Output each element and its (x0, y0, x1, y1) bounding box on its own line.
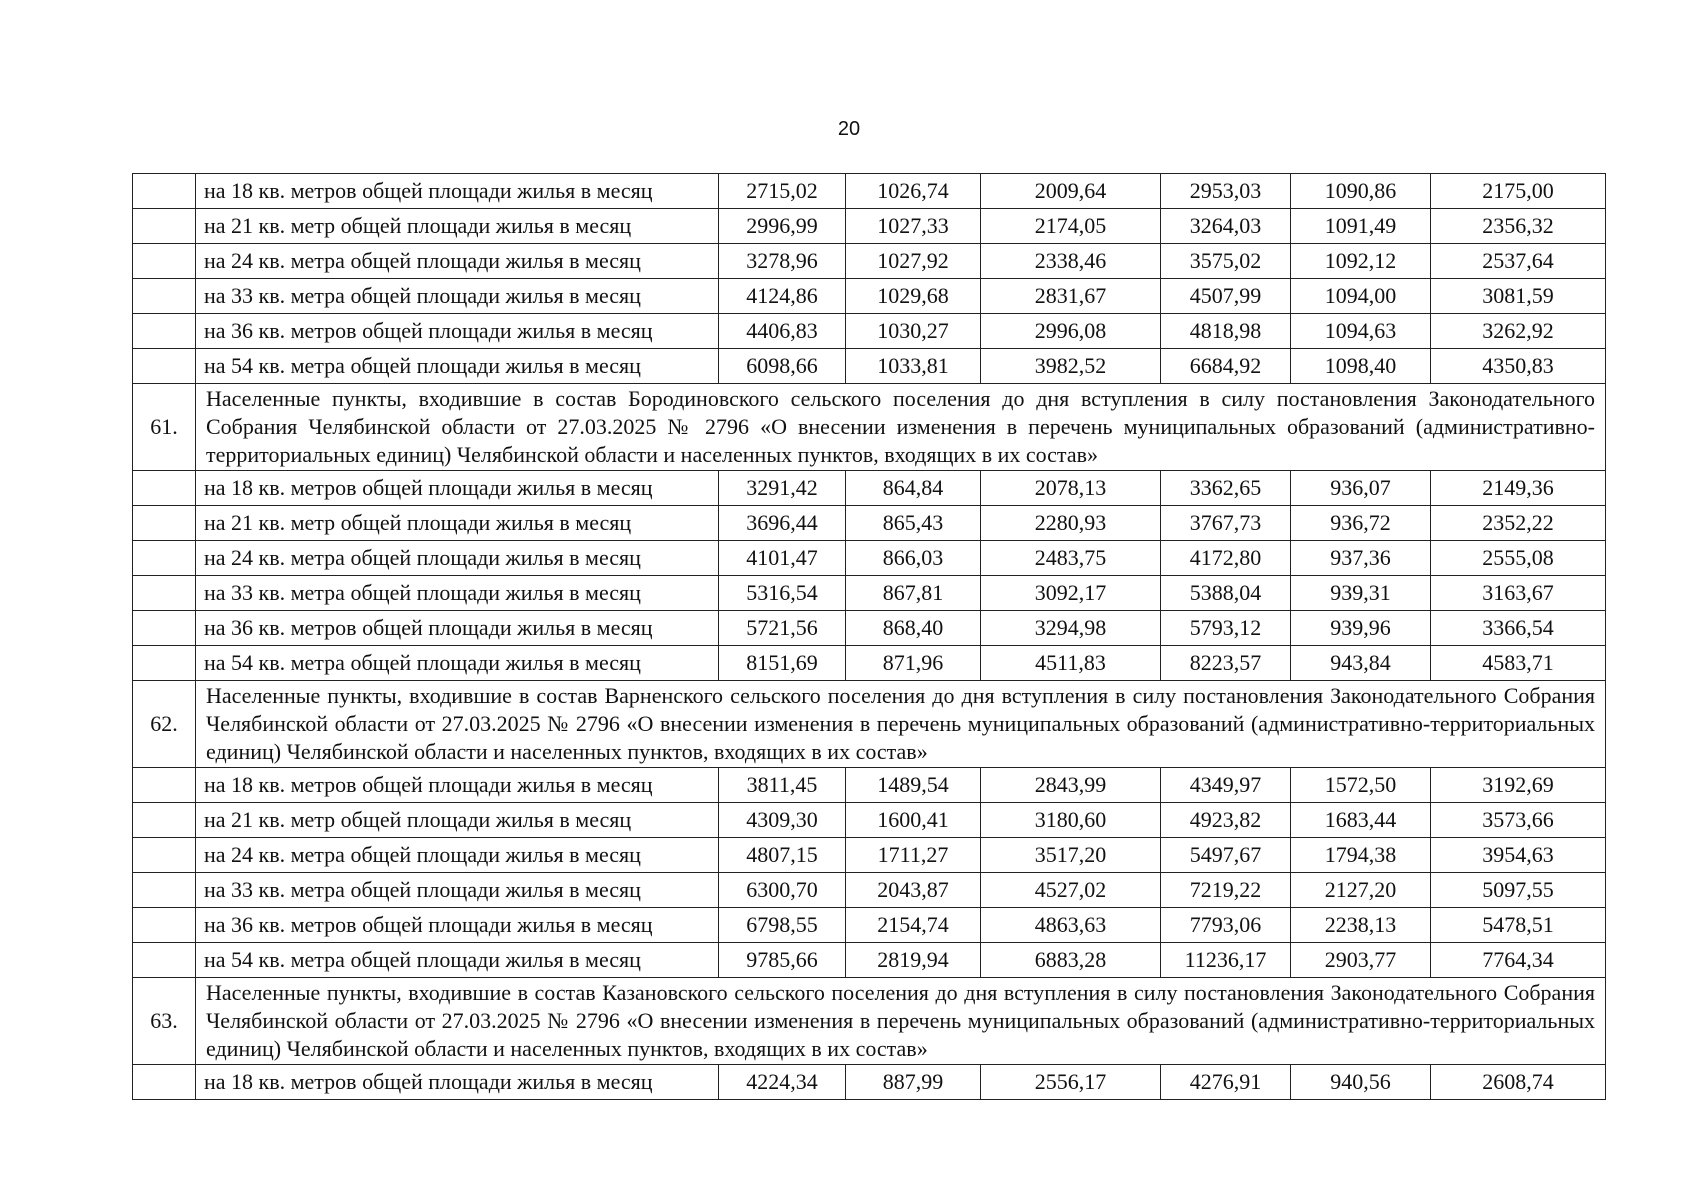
table-row (133, 943, 1606, 978)
row-label: на 36 кв. метров общей площади жилья в месяц (196, 908, 719, 943)
row-number-cell (133, 314, 196, 349)
value-cell: 4172,80 (1161, 541, 1291, 576)
value-cell: 2078,13 (981, 471, 1161, 506)
value-cell: 4507,99 (1161, 279, 1291, 314)
section-header-row (133, 384, 1606, 471)
value-cell: 5497,67 (1161, 838, 1291, 873)
value-cell: 2843,99 (981, 768, 1161, 803)
value-cell: 2338,46 (981, 244, 1161, 279)
value-cell: 943,84 (1291, 646, 1431, 681)
value-cell: 3366,54 (1431, 611, 1606, 646)
value-cell: 2238,13 (1291, 908, 1431, 943)
value-cell: 871,96 (846, 646, 981, 681)
value-cell: 7219,22 (1161, 873, 1291, 908)
row-number-cell (133, 611, 196, 646)
value-cell: 3982,52 (981, 349, 1161, 384)
value-cell: 3262,92 (1431, 314, 1606, 349)
value-cell: 940,56 (1291, 1065, 1431, 1100)
value-cell: 1094,63 (1291, 314, 1431, 349)
value-cell: 4224,34 (719, 1065, 846, 1100)
row-number-cell (133, 873, 196, 908)
value-cell: 1027,33 (846, 209, 981, 244)
row-label: на 36 кв. метров общей площади жилья в месяц (196, 314, 719, 349)
table-row (133, 349, 1606, 384)
table-row (133, 244, 1606, 279)
row-number-cell (133, 279, 196, 314)
row-number-cell (133, 768, 196, 803)
value-cell: 1090,86 (1291, 174, 1431, 209)
value-cell: 4583,71 (1431, 646, 1606, 681)
value-cell: 5316,54 (719, 576, 846, 611)
section-title: Населенные пункты, входившие в состав Бородиновского сельского поселения до дня вступления в силу постановления Законодательного Собрания Челябинской области от 27.03.2025 № 2796 «О внесении изменения в перечень муниципальных образований (административно-территориальных единиц) Челябинской области и населенных пунктов, входящих в их состав» (196, 384, 1606, 471)
value-cell: 3180,60 (981, 803, 1161, 838)
value-cell: 1026,74 (846, 174, 981, 209)
value-cell: 1572,50 (1291, 768, 1431, 803)
section-title: Населенные пункты, входившие в состав Варненского сельского поселения до дня вступления в силу постановления Законодательного Собрания Челябинской области от 27.03.2025 № 2796 «О внесении изменения в перечень муниципальных образований (административно-территориальных единиц) Челябинской области и населенных пунктов, входящих в их состав» (196, 681, 1606, 768)
value-cell: 868,40 (846, 611, 981, 646)
value-cell: 4276,91 (1161, 1065, 1291, 1100)
value-cell: 3278,96 (719, 244, 846, 279)
value-cell: 7764,34 (1431, 943, 1606, 978)
row-number-cell (133, 541, 196, 576)
value-cell: 2127,20 (1291, 873, 1431, 908)
value-cell: 6883,28 (981, 943, 1161, 978)
value-cell: 5097,55 (1431, 873, 1606, 908)
value-cell: 864,84 (846, 471, 981, 506)
row-number-cell (133, 838, 196, 873)
table-row (133, 646, 1606, 681)
row-label: на 21 кв. метр общей площади жилья в месяц (196, 803, 719, 838)
table-row (133, 506, 1606, 541)
value-cell: 867,81 (846, 576, 981, 611)
row-label: на 33 кв. метра общей площади жилья в месяц (196, 873, 719, 908)
value-cell: 2009,64 (981, 174, 1161, 209)
value-cell: 3811,45 (719, 768, 846, 803)
value-cell: 3092,17 (981, 576, 1161, 611)
row-number-cell (133, 174, 196, 209)
row-label: на 18 кв. метров общей площади жилья в месяц (196, 1065, 719, 1100)
section-number: 61. (133, 384, 196, 471)
row-number-cell (133, 803, 196, 838)
value-cell: 5478,51 (1431, 908, 1606, 943)
value-cell: 1092,12 (1291, 244, 1431, 279)
value-cell: 3192,69 (1431, 768, 1606, 803)
value-cell: 4350,83 (1431, 349, 1606, 384)
table-row (133, 611, 1606, 646)
table-row (133, 174, 1606, 209)
value-cell: 1794,38 (1291, 838, 1431, 873)
row-number-cell (133, 943, 196, 978)
value-cell: 2352,22 (1431, 506, 1606, 541)
value-cell: 937,36 (1291, 541, 1431, 576)
value-cell: 5388,04 (1161, 576, 1291, 611)
value-cell: 2996,99 (719, 209, 846, 244)
value-cell: 11236,17 (1161, 943, 1291, 978)
value-cell: 4527,02 (981, 873, 1161, 908)
row-number-cell (133, 349, 196, 384)
value-cell: 2483,75 (981, 541, 1161, 576)
table-row (133, 541, 1606, 576)
section-header-row (133, 978, 1606, 1065)
row-label: на 54 кв. метра общей площади жилья в месяц (196, 943, 719, 978)
row-label: на 21 кв. метр общей площади жилья в месяц (196, 209, 719, 244)
row-label: на 18 кв. метров общей площади жилья в месяц (196, 768, 719, 803)
row-label: на 24 кв. метра общей площади жилья в месяц (196, 541, 719, 576)
value-cell: 3081,59 (1431, 279, 1606, 314)
section-header-row (133, 681, 1606, 768)
section-title: Населенные пункты, входившие в состав Казановского сельского поселения до дня вступления в силу постановления Законодательного Собрания Челябинской области от 27.03.2025 № 2796 «О внесении изменения в перечень муниципальных образований (административно-территориальных единиц) Челябинской области и населенных пунктов, входящих в их состав» (196, 978, 1606, 1065)
value-cell: 6300,70 (719, 873, 846, 908)
table-row (133, 279, 1606, 314)
value-cell: 5721,56 (719, 611, 846, 646)
value-cell: 9785,66 (719, 943, 846, 978)
value-cell: 939,96 (1291, 611, 1431, 646)
value-cell: 5793,12 (1161, 611, 1291, 646)
value-cell: 4923,82 (1161, 803, 1291, 838)
value-cell: 2555,08 (1431, 541, 1606, 576)
value-cell: 887,99 (846, 1065, 981, 1100)
value-cell: 1600,41 (846, 803, 981, 838)
value-cell: 1094,00 (1291, 279, 1431, 314)
table-row (133, 1065, 1606, 1100)
value-cell: 3294,98 (981, 611, 1161, 646)
value-cell: 939,31 (1291, 576, 1431, 611)
table-row (133, 768, 1606, 803)
value-cell: 2280,93 (981, 506, 1161, 541)
value-cell: 1098,40 (1291, 349, 1431, 384)
value-cell: 3575,02 (1161, 244, 1291, 279)
value-cell: 3517,20 (981, 838, 1161, 873)
value-cell: 2953,03 (1161, 174, 1291, 209)
value-cell: 4807,15 (719, 838, 846, 873)
value-cell: 1091,49 (1291, 209, 1431, 244)
value-cell: 2356,32 (1431, 209, 1606, 244)
value-cell: 936,72 (1291, 506, 1431, 541)
value-cell: 865,43 (846, 506, 981, 541)
value-cell: 1029,68 (846, 279, 981, 314)
value-cell: 3767,73 (1161, 506, 1291, 541)
value-cell: 936,07 (1291, 471, 1431, 506)
page-number: 20 (837, 118, 861, 140)
value-cell: 1030,27 (846, 314, 981, 349)
table-row (133, 873, 1606, 908)
value-cell: 6798,55 (719, 908, 846, 943)
row-number-cell (133, 471, 196, 506)
row-number-cell (133, 244, 196, 279)
row-label: на 21 кв. метр общей площади жилья в месяц (196, 506, 719, 541)
value-cell: 2043,87 (846, 873, 981, 908)
table-row (133, 803, 1606, 838)
value-cell: 2154,74 (846, 908, 981, 943)
value-cell: 3163,67 (1431, 576, 1606, 611)
value-cell: 2556,17 (981, 1065, 1161, 1100)
tariff-table (132, 173, 1606, 1100)
row-number-cell (133, 908, 196, 943)
row-number-cell (133, 576, 196, 611)
value-cell: 1027,92 (846, 244, 981, 279)
row-label: на 24 кв. метра общей площади жилья в месяц (196, 838, 719, 873)
value-cell: 866,03 (846, 541, 981, 576)
row-label: на 18 кв. метров общей площади жилья в месяц (196, 174, 719, 209)
section-number: 62. (133, 681, 196, 768)
value-cell: 2903,77 (1291, 943, 1431, 978)
value-cell: 2149,36 (1431, 471, 1606, 506)
row-label: на 24 кв. метра общей площади жилья в месяц (196, 244, 719, 279)
table-body (133, 174, 1606, 1100)
row-label: на 54 кв. метра общей площади жилья в месяц (196, 349, 719, 384)
table-row (133, 838, 1606, 873)
row-label: на 33 кв. метра общей площади жилья в месяц (196, 279, 719, 314)
value-cell: 3573,66 (1431, 803, 1606, 838)
value-cell: 6098,66 (719, 349, 846, 384)
value-cell: 8151,69 (719, 646, 846, 681)
value-cell: 3696,44 (719, 506, 846, 541)
value-cell: 2174,05 (981, 209, 1161, 244)
value-cell: 2831,67 (981, 279, 1161, 314)
value-cell: 7793,06 (1161, 908, 1291, 943)
table-row (133, 209, 1606, 244)
table-row (133, 576, 1606, 611)
value-cell: 1711,27 (846, 838, 981, 873)
value-cell: 4101,47 (719, 541, 846, 576)
value-cell: 1489,54 (846, 768, 981, 803)
value-cell: 4818,98 (1161, 314, 1291, 349)
value-cell: 4406,83 (719, 314, 846, 349)
table-row (133, 908, 1606, 943)
value-cell: 4863,63 (981, 908, 1161, 943)
value-cell: 2819,94 (846, 943, 981, 978)
section-number: 63. (133, 978, 196, 1065)
row-number-cell (133, 1065, 196, 1100)
value-cell: 4124,86 (719, 279, 846, 314)
value-cell: 6684,92 (1161, 349, 1291, 384)
row-label: на 18 кв. метров общей площади жилья в месяц (196, 471, 719, 506)
value-cell: 3291,42 (719, 471, 846, 506)
table-row (133, 314, 1606, 349)
row-number-cell (133, 506, 196, 541)
value-cell: 3954,63 (1431, 838, 1606, 873)
value-cell: 1683,44 (1291, 803, 1431, 838)
value-cell: 3362,65 (1161, 471, 1291, 506)
value-cell: 4511,83 (981, 646, 1161, 681)
value-cell: 4309,30 (719, 803, 846, 838)
table-row (133, 471, 1606, 506)
value-cell: 3264,03 (1161, 209, 1291, 244)
row-label: на 36 кв. метров общей площади жилья в месяц (196, 611, 719, 646)
row-label: на 54 кв. метра общей площади жилья в месяц (196, 646, 719, 681)
value-cell: 4349,97 (1161, 768, 1291, 803)
value-cell: 8223,57 (1161, 646, 1291, 681)
value-cell: 2537,64 (1431, 244, 1606, 279)
row-label: на 33 кв. метра общей площади жилья в месяц (196, 576, 719, 611)
value-cell: 2175,00 (1431, 174, 1606, 209)
row-number-cell (133, 209, 196, 244)
value-cell: 2608,74 (1431, 1065, 1606, 1100)
value-cell: 2996,08 (981, 314, 1161, 349)
value-cell: 2715,02 (719, 174, 846, 209)
row-number-cell (133, 646, 196, 681)
value-cell: 1033,81 (846, 349, 981, 384)
